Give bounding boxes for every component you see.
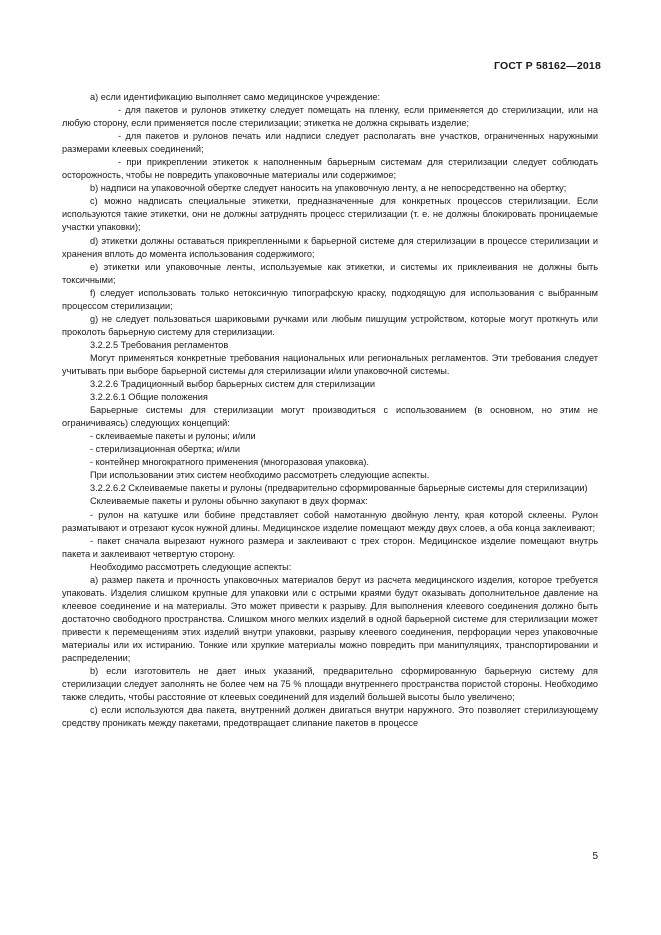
paragraph: - склеиваемые пакеты и рулоны; и/или [90,431,256,442]
paragraph: a) размер пакета и прочность упаковочных материалов берут из расчета медицинского изделия, которое требуется упаковать. Изделия слишком крупные для упаковки или с острыми краями будут оказывать дополнительное давление на клеевое соединение и на материалы. Это может привести к разрыву. Для выполнения клеевого соединения должно быть достаточно свободного пространства. Слишком много мелких изделий в одной барьерной системе для стерилизации может привести к перемещениям этих изделий внутри упаковки, разрыву клеевого соединения, перфорации через упаковочные материалы или их истиранию. Тонкие или хрупкие материалы можно повредить при манипуляциях, транспортировании и распределении; [62,574,598,664]
paragraph: c) если используются два пакета, внутренний должен двигаться внутри наружного. Это позволяет стерилизующему средству проникать между пакетами, предотвращает слипание пакетов в процессе [62,705,598,729]
paragraph: a) если идентификацию выполняет само медицинское учреждение: [90,92,381,102]
paragraph: c) можно надписать специальные этикетки, предназначенные для конкретных процессов стерилизации. Если используются такие этикетки, они не должны затруднять процесс стерилизации (т. е. не должны блокировать проницаемые участки упаковки); [62,196,598,233]
paragraph: 3.2.2.6.1 Общие положения [90,392,208,403]
paragraph: Могут применяться конкретные требования национальных или региональных регламентов. Эти требования следует учитывать при выборе барьерной системы для стерилизации и/или упаковочной системы. [62,352,598,376]
paragraph: - контейнер многократного применения (многоразовая упаковка). [90,457,369,468]
paragraph: - пакет сначала вырезают нужного размера и заклеивают с трех сторон. Медицинское изделие помещают внутрь пакета и заклеивают четвертую сторону. [62,535,598,559]
paragraph: - для пакетов и рулонов печать или надписи следует располагать вне участков, ограниченных наружными размерами клеевых соединений; [62,131,598,155]
paragraph: - для пакетов и рулонов этикетку следует помещать на пленку, если применяется до стерилизации, или на любую сторону, если применяется после стерилизации; этикетка не должна скрывать изделие; [62,105,598,129]
paragraph: - при прикреплении этикеток к наполненным барьерным системам для стерилизации следует соблюдать осторожность, чтобы не повредить упаковочные материалы или содержимое; [62,157,598,181]
paragraph: 3.2.2.5 Требования регламентов [90,339,229,350]
paragraph: f) следует использовать только нетоксичную типографскую краску, подходящую для использования с выбранным процессом стерилизации; [62,287,598,311]
paragraph: 3.2.2.6 Традиционный выбор барьерных систем для стерилизации [90,379,376,390]
paragraph: Склеиваемые пакеты и рулоны обычно закупают в двух формах: [90,496,368,507]
paragraph: e) этикетки или упаковочные ленты, используемые как этикетки, и системы их приклеивания не должны быть токсичными; [62,261,598,285]
standard-header: ГОСТ Р 58162—2018 [493,60,601,72]
paragraph: b) надписи на упаковочной обертке следует наносить на упаковочную ленту, а не непосредственно на обертку; [90,183,567,194]
paragraph: - стерилизационная обертка; и/или [90,444,241,455]
paragraph: b) если изготовитель не дает иных указаний, предварительно сформированную барьерную систему для стерилизации следует заполнять не более чем на 75 % площади внутреннего пространства пористой стороны. Необходимо также следить, чтобы расстояние от клеевых соединений для изделий большей высоты было увеличено; [62,666,598,703]
paragraph: 3.2.2.6.2 Склеиваемые пакеты и рулоны (предварительно сформированные барьерные системы для стерилизации) [90,483,588,494]
paragraph: При использовании этих систем необходимо рассмотреть следующие аспекты. [90,470,430,481]
paragraph: d) этикетки должны оставаться прикрепленными к барьерной системе для стерилизации в процессе стерилизации и хранения вплоть до момента использования содержимого; [62,235,598,259]
document-body [62,91,598,730]
paragraph: g) не следует пользоваться шариковыми ручками или любым пишущим устройством, которые могут проткнуть или проколоть барьерную систему для стерилизации. [62,313,598,337]
paragraph: Необходимо рассмотреть следующие аспекты: [90,561,292,572]
page-number: 5 [592,851,598,862]
paragraph: - рулон на катушке или бобине представляет собой намотанную двойную ленту, края которой склеены. Рулон разматывают и отрезают кусок нужной длины. Медицинское изделие помещают между двух слоев, а оба конца заклеивают; [62,509,598,533]
paragraph: Барьерные системы для стерилизации могут производиться с использованием (в основном, но этим не ограничиваясь) следующих концепций: [62,405,598,429]
